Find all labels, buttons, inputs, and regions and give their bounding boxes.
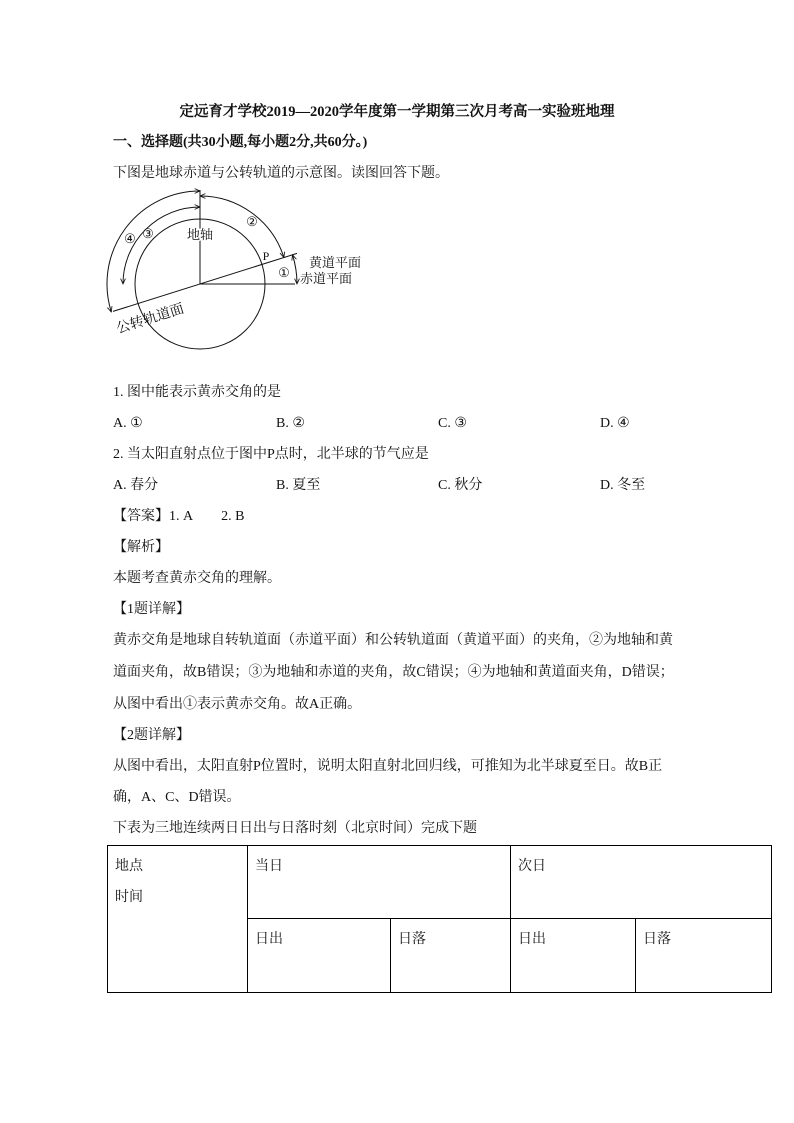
table-header-sunrise: 日出 [248,919,391,993]
sunrise-sunset-table [107,845,772,993]
answer-line [113,507,244,527]
angle-arc-4 [107,191,200,312]
orbit-plane-label: 公转轨道面 [114,301,187,338]
table-intro: 下表为三地连续两日日出与日落时刻（北京时间）完成下题 [113,821,477,836]
table-header-sunset: 日落 [636,919,772,993]
table-header-day-1: 当日 [248,846,511,919]
table-header-sunrise: 日出 [511,919,636,993]
table-header-day-2: 次日 [511,846,772,919]
equator-plane-label: 赤道平面 [300,271,353,286]
question-2-option-a: A. 春分 [113,478,159,493]
ecliptic-plane-label: 黄道平面 [309,255,362,270]
question-1-option-d: D. ④ [600,416,630,431]
angle-label-2: ② [246,214,258,229]
corner-time-label: 时间 [115,890,143,905]
question-1-option-c: C. ③ [438,416,467,431]
question-1-stem: 1. 图中能表示黄赤交角的是 [113,385,281,400]
analysis-label: 【解析】 [113,540,169,555]
detail-2-line: 确，A、C、D错误。 [113,790,241,805]
table-corner-cell [108,846,248,993]
question-2-option-b: B. 夏至 [276,478,321,493]
analysis-summary: 本题考查黄赤交角的理解。 [113,571,281,586]
section-heading: 一、选择题(共30小题,每小题2分,共60分。) [113,135,368,150]
detail-2-line: 从图中看出，太阳直射P位置时，说明太阳直射北回归线，可推知为北半球夏至日。故B正 [113,759,663,774]
figure-intro: 下图是地球赤道与公转轨道的示意图。读图回答下题。 [113,166,449,181]
detail-1-line: 黄赤交角是地球自转轨道面（赤道平面）和公转轨道面（黄道平面）的夹角，②为地轴和黄 [113,633,673,648]
detail-2-heading: 【2题详解】 [113,728,190,743]
angle-label-3: ③ [142,226,154,241]
table-header-sunset: 日落 [391,919,511,993]
answer-label: 【答案】 [113,509,169,524]
corner-place-label: 地点 [115,859,143,874]
angle-label-1: ① [278,265,290,280]
answer-item-2: 2. B [221,509,245,524]
axis-label: 地轴 [186,227,214,242]
question-2-option-d: D. 冬至 [600,478,646,493]
earth-orbit-diagram [100,185,370,360]
question-1-option-b: B. ② [276,416,305,431]
detail-1-line: 道面夹角，故B错误；③为地轴和赤道的夹角，故C错误；④为地轴和黄道面夹角，D错误； [113,665,674,680]
question-2-option-c: C. 秋分 [438,478,483,493]
detail-1-heading: 【1题详解】 [113,602,190,617]
angle-label-4: ④ [124,231,136,246]
question-2-stem: 2. 当太阳直射点位于图中P点时，北半球的节气应是 [113,447,429,462]
page-title: 定远育才学校2019—2020学年度第一学期第三次月考高一实验班地理 [179,104,615,120]
ecliptic-plane-line [113,253,297,311]
point-p-label: P [262,249,270,263]
question-1-option-a: A. ① [113,416,143,431]
angle-arc-1 [293,255,298,284]
answer-item-1: 1. A [169,509,194,524]
detail-1-line: 从图中看出①表示黄赤交角。故A正确。 [113,697,362,712]
